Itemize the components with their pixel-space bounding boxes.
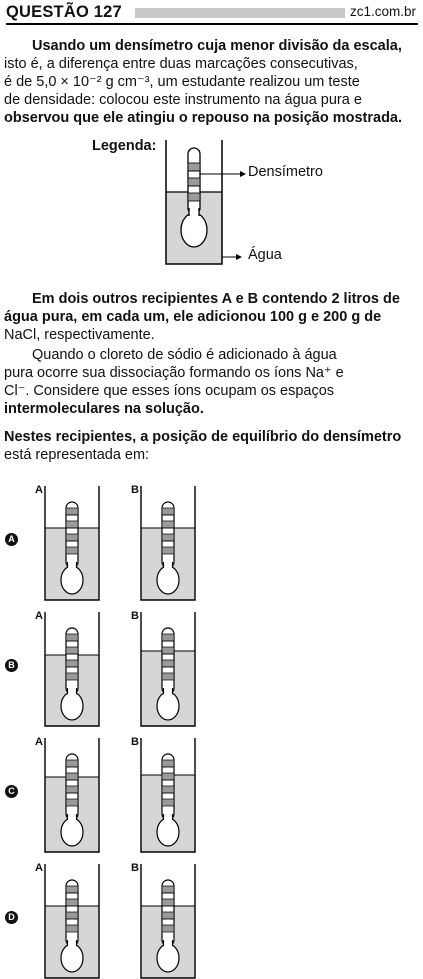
prompt-line-2: está representada em: [4,447,150,463]
option-c-badge[interactable]: C [5,785,18,798]
site-label: zc1.com.br [349,4,416,19]
p3-line-2: pura ocorre sua dissociação formando os íons Na⁺ e [4,365,344,381]
option-b-beaker-a [44,612,100,727]
option-d-beaker-a [44,864,100,979]
option-b-label-b: B [131,610,139,622]
option-c-label-b: B [131,736,139,748]
option-b-label-a: A [35,610,43,622]
option-d-beaker-b [140,864,196,979]
header-rule [6,23,418,25]
intro-line-4: de densidade: colocou este instrumento na água pura e [4,92,362,108]
p2-line-2: água pura, em cada um, ele adicionou 100 g e 200 g de [4,309,382,325]
legend-densimetro: Densímetro [248,164,323,180]
p2-line-1: Em dois outros recipientes A e B contendo 2 litros de [32,291,400,307]
p3-line-1: Quando o cloreto de sódio é adicionado à água [32,347,337,363]
question-header [6,3,418,23]
p2-line-3: NaCl, respectivamente. [4,327,155,343]
legend-title: Legenda: [92,138,157,154]
option-a-label-a: A [35,484,43,496]
option-c-beaker-b [140,738,196,853]
question-title: QUESTÃO 127 [6,3,122,21]
legend-agua: Água [248,247,282,263]
p3-line-4: intermoleculares na solução. [4,401,204,417]
option-b-badge[interactable]: B [5,659,18,672]
option-d-label-b: B [131,862,139,874]
intro-line-1: Usando um densímetro cuja menor divisão da escala, [32,38,402,54]
option-c-beaker-a [44,738,100,853]
option-b-beaker-b [140,612,196,727]
intro-line-2: isto é, a diferença entre duas marcações consecutivas, [4,56,358,72]
option-d-badge[interactable]: D [5,911,18,924]
option-a-badge[interactable]: A [5,533,18,546]
option-c-label-a: A [35,736,43,748]
p3-line-3: Cl⁻. Considere que esses íons ocupam os espaços [4,383,335,399]
prompt-line-1: Nestes recipientes, a posição de equilíbrio do densímetro [4,429,402,445]
intro-line-3: é de 5,0 × 10⁻² g cm⁻³, um estudante realizou um teste [4,74,360,90]
option-d-label-a: A [35,862,43,874]
intro-line-5: observou que ele atingiu o repouso na posição mostrada. [4,110,403,126]
option-a-beaker-a [44,486,100,601]
option-a-beaker-b [140,486,196,601]
option-a-label-b: B [131,484,139,496]
header-bar [135,8,345,18]
